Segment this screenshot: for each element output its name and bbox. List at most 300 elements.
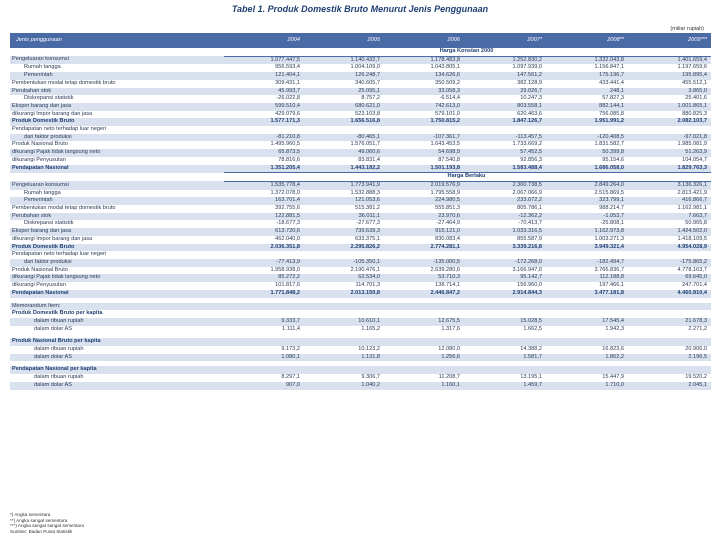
row-label: dari faktor produksi bbox=[10, 134, 224, 142]
table-row bbox=[10, 181, 711, 189]
value-cell: 2.013.150,8 bbox=[304, 290, 384, 298]
value-cell: 36.011,1 bbox=[304, 213, 384, 221]
value-cell: 87.540,8 bbox=[384, 157, 464, 165]
value-cell: 309.431,1 bbox=[224, 80, 304, 88]
value-cell: 915.121,0 bbox=[384, 228, 464, 236]
table-row bbox=[10, 197, 711, 205]
value-cell: 2.446.847,2 bbox=[384, 290, 464, 298]
value-cell: 1.043.805,1 bbox=[384, 64, 464, 72]
value-cell: 138.714,1 bbox=[384, 282, 464, 290]
value-cell: 121.404,1 bbox=[224, 72, 304, 80]
row-label: Rumah tangga bbox=[10, 64, 224, 72]
memo-group-title: Produk Nasional Bruto per kapita bbox=[10, 338, 711, 346]
value-cell: 1.156.847,1 bbox=[546, 64, 628, 72]
value-cell bbox=[304, 251, 384, 259]
value-cell: 2.515.869,5 bbox=[546, 190, 628, 198]
value-cell: -27.677,3 bbox=[304, 220, 384, 228]
table-row bbox=[10, 80, 711, 88]
table-row bbox=[10, 141, 711, 149]
value-cell bbox=[224, 251, 304, 259]
section-label: Harga Berlaku bbox=[224, 173, 711, 182]
value-cell: 2.036.351,8 bbox=[224, 244, 304, 252]
value-cell: 1.501.193,8 bbox=[384, 165, 464, 173]
value-cell: 1.733.669,2 bbox=[464, 141, 546, 149]
value-cell: 382.128,9 bbox=[464, 80, 546, 88]
value-cell: 3.339.216,8 bbox=[464, 244, 546, 252]
value-cell: 416.866,7 bbox=[628, 197, 711, 205]
value-cell: 51.263,9 bbox=[628, 149, 711, 157]
value-cell: 13.195,1 bbox=[464, 374, 546, 382]
value-cell: 523.103,8 bbox=[304, 111, 384, 119]
value-cell: -182.494,7 bbox=[546, 259, 628, 267]
memo-heading-row bbox=[10, 303, 711, 311]
value-cell: -172.268,0 bbox=[464, 259, 546, 267]
value-cell: 1.256,6 bbox=[384, 354, 464, 362]
value-cell: 50.399,8 bbox=[546, 149, 628, 157]
value-cell bbox=[628, 251, 711, 259]
value-cell: 2.914.844,3 bbox=[464, 290, 546, 298]
value-cell: 1.131,8 bbox=[304, 354, 384, 362]
value-cell: 392.755,6 bbox=[224, 205, 304, 213]
value-cell: 3.949.321,4 bbox=[546, 244, 628, 252]
footnotes bbox=[10, 512, 84, 534]
value-cell: 1.710,0 bbox=[546, 382, 628, 390]
value-cell bbox=[464, 251, 546, 259]
row-label: Rumah tangga bbox=[10, 190, 224, 198]
header-cell: 2007* bbox=[464, 33, 546, 48]
source-note: Sumber: Badan Pusat Statistik bbox=[10, 528, 73, 534]
value-cell: 175.196,7 bbox=[546, 72, 628, 80]
value-cell: 1.958.938,0 bbox=[224, 267, 304, 275]
value-cell: 2.295.826,2 bbox=[304, 244, 384, 252]
value-cell: 1.040,2 bbox=[304, 382, 384, 390]
table-row bbox=[10, 118, 711, 126]
value-cell: 134.626,6 bbox=[384, 72, 464, 80]
footnote: ***) Angka sangat sangat sementara bbox=[10, 523, 85, 528]
value-cell: 21.678,3 bbox=[628, 318, 711, 326]
value-cell: 1.372.078,0 bbox=[224, 190, 304, 198]
value-cell: 988.214,7 bbox=[546, 205, 628, 213]
row-label: dalam dolar AS bbox=[10, 326, 224, 334]
value-cell: 195.895,4 bbox=[628, 72, 711, 80]
section-header-row bbox=[10, 48, 711, 57]
value-cell: 114.701,3 bbox=[304, 282, 384, 290]
value-cell: -6.514,4 bbox=[384, 95, 464, 103]
table-row bbox=[10, 326, 711, 334]
section-header-row bbox=[10, 173, 711, 182]
row-label: dikurangi Impor barang dan jasa bbox=[10, 236, 224, 244]
value-cell: 8.297,1 bbox=[224, 374, 304, 382]
value-cell: 1.197.659,6 bbox=[628, 64, 711, 72]
value-cell: 65.873,5 bbox=[224, 149, 304, 157]
value-cell: 12.080,0 bbox=[384, 346, 464, 354]
value-cell: 20.906,0 bbox=[628, 346, 711, 354]
value-cell: 1.252.830,2 bbox=[464, 56, 546, 64]
row-label: Pendapatan neto terhadap luar negeri bbox=[10, 126, 224, 134]
value-cell bbox=[384, 126, 464, 134]
value-cell bbox=[546, 251, 628, 259]
value-cell: 104.054,7 bbox=[628, 157, 711, 165]
value-cell: 620.463,6 bbox=[464, 111, 546, 119]
value-cell: -80.465,1 bbox=[304, 134, 384, 142]
value-cell: 8.757,2 bbox=[304, 95, 384, 103]
row-label: Pemerintah bbox=[10, 72, 224, 80]
value-cell: 4.460.810,4 bbox=[628, 290, 711, 298]
value-cell: 1.162.981,1 bbox=[628, 205, 711, 213]
row-label: Pendapatan Nasional bbox=[10, 290, 224, 298]
value-cell: 1.535.778,4 bbox=[224, 181, 304, 189]
value-cell: 579.101,0 bbox=[384, 111, 464, 119]
value-cell: 54.698,9 bbox=[384, 149, 464, 157]
value-cell: -1.053,7 bbox=[546, 213, 628, 221]
table-row bbox=[10, 103, 711, 111]
header-cell: 2004 bbox=[224, 33, 304, 48]
value-cell: 9.306,7 bbox=[304, 374, 384, 382]
value-cell: 15.447,9 bbox=[546, 374, 628, 382]
value-cell: 830.083,4 bbox=[384, 236, 464, 244]
value-cell: 95.154,6 bbox=[546, 157, 628, 165]
value-cell: 1.332.043,8 bbox=[546, 56, 628, 64]
row-label: Diskrepansi statistik bbox=[10, 95, 224, 103]
value-cell: 555.851,3 bbox=[384, 205, 464, 213]
value-cell: 433.441,4 bbox=[546, 80, 628, 88]
row-label: dikurangi Penyusutan bbox=[10, 282, 224, 290]
value-cell: 101.817,6 bbox=[224, 282, 304, 290]
value-cell: -107.361,7 bbox=[384, 134, 464, 142]
section-spacer bbox=[10, 173, 224, 182]
table-row bbox=[10, 165, 711, 173]
row-label: dalam ribuan rupiah bbox=[10, 346, 224, 354]
row-label: dari faktor produksi bbox=[10, 259, 224, 267]
value-cell: 2.639.280,6 bbox=[384, 267, 464, 275]
value-cell: 2.774.281,1 bbox=[384, 244, 464, 252]
row-label: dikurangi Penyusutan bbox=[10, 157, 224, 165]
value-cell: 2.300.738,5 bbox=[464, 181, 546, 189]
value-cell: 756.085,8 bbox=[546, 111, 628, 119]
value-cell: 2.045,1 bbox=[628, 382, 711, 390]
row-label: Perubahan stok bbox=[10, 213, 224, 221]
value-cell: 323.799,1 bbox=[546, 197, 628, 205]
value-cell: 83.831,4 bbox=[304, 157, 384, 165]
value-cell: 2.271,2 bbox=[628, 326, 711, 334]
table-row bbox=[10, 274, 711, 282]
value-cell: 1.424.502,0 bbox=[628, 228, 711, 236]
value-cell: 1.771.848,2 bbox=[224, 290, 304, 298]
value-cell: 1.351.205,4 bbox=[224, 165, 304, 173]
row-label: Pendapatan neto terhadap luar negeri bbox=[10, 251, 224, 259]
value-cell: -70.413,7 bbox=[464, 220, 546, 228]
value-cell: 7.663,7 bbox=[628, 213, 711, 221]
header-row bbox=[10, 33, 711, 48]
memo-group-title: Produk Domestik Bruto per kapita bbox=[10, 310, 711, 318]
value-cell: 882.144,1 bbox=[546, 103, 628, 111]
value-cell: 3.477.181,8 bbox=[546, 290, 628, 298]
value-cell: 33.058,3 bbox=[384, 88, 464, 96]
value-cell: 1.418.109,5 bbox=[628, 236, 711, 244]
value-cell: -27.464,9 bbox=[384, 220, 464, 228]
value-cell: 1.077.447,5 bbox=[224, 56, 304, 64]
table-row bbox=[10, 126, 711, 134]
value-cell: 126.248,7 bbox=[304, 72, 384, 80]
value-cell: 12.675,5 bbox=[384, 318, 464, 326]
table-row bbox=[10, 346, 711, 354]
row-label: Perubahan stok bbox=[10, 88, 224, 96]
value-cell: 57.827,3 bbox=[546, 95, 628, 103]
value-cell: 429.079,6 bbox=[224, 111, 304, 119]
value-cell: -25.808,1 bbox=[546, 220, 628, 228]
value-cell: 25.095,1 bbox=[304, 88, 384, 96]
value-cell: 1.862,2 bbox=[546, 354, 628, 362]
table-row bbox=[10, 134, 711, 142]
value-cell: 23.970,6 bbox=[384, 213, 464, 221]
value-cell: 1.495.960,5 bbox=[224, 141, 304, 149]
value-cell: 224.980,5 bbox=[384, 197, 464, 205]
value-cell: 14.388,2 bbox=[464, 346, 546, 354]
value-cell: 11.208,7 bbox=[384, 374, 464, 382]
value-cell: 462.040,0 bbox=[224, 236, 304, 244]
value-cell: 1.686.058,0 bbox=[546, 165, 628, 173]
value-cell bbox=[384, 251, 464, 259]
value-cell: 1.317,6 bbox=[384, 326, 464, 334]
value-cell: 2.849.264,0 bbox=[546, 181, 628, 189]
value-cell: 85.272,2 bbox=[224, 274, 304, 282]
table-row bbox=[10, 205, 711, 213]
data-table-container bbox=[10, 33, 711, 390]
value-cell: -26.022,8 bbox=[224, 95, 304, 103]
row-label: Pembentukan modal tetap domestik bruto bbox=[10, 80, 224, 88]
value-cell: 156.960,0 bbox=[464, 282, 546, 290]
value-cell: 2.813.421,9 bbox=[628, 190, 711, 198]
value-cell: 92.856,3 bbox=[464, 157, 546, 165]
row-label: Pengeluaran konsumsi bbox=[10, 181, 224, 189]
value-cell: 15.028,5 bbox=[464, 318, 546, 326]
value-cell bbox=[464, 126, 546, 134]
value-cell: 29.026,7 bbox=[464, 88, 546, 96]
table-row bbox=[10, 111, 711, 119]
table-row bbox=[10, 251, 711, 259]
row-label: dikurangi Pajak tidak langsung neto bbox=[10, 274, 224, 282]
row-label: dalam ribuan rupiah bbox=[10, 374, 224, 382]
memo-group-title-row bbox=[10, 310, 711, 318]
value-cell: -175.865,2 bbox=[628, 259, 711, 267]
value-cell: 1.178.483,8 bbox=[384, 56, 464, 64]
value-cell: 78.816,6 bbox=[224, 157, 304, 165]
value-cell: 112.188,8 bbox=[546, 274, 628, 282]
value-cell: 1.532.888,3 bbox=[304, 190, 384, 198]
row-label: Pembentukan modal tetap domestik bruto bbox=[10, 205, 224, 213]
value-cell: 10.247,3 bbox=[464, 95, 546, 103]
value-cell: 247.701,4 bbox=[628, 282, 711, 290]
value-cell: 1.643.453,5 bbox=[384, 141, 464, 149]
table-row bbox=[10, 220, 711, 228]
value-cell: 1.165,2 bbox=[304, 326, 384, 334]
value-cell: 10.610,1 bbox=[304, 318, 384, 326]
table-row bbox=[10, 228, 711, 236]
value-cell: 233.072,2 bbox=[464, 197, 546, 205]
table-row bbox=[10, 88, 711, 96]
value-cell: 956.593,4 bbox=[224, 64, 304, 72]
value-cell: 248,1 bbox=[546, 88, 628, 96]
header-cell: 2005 bbox=[304, 33, 384, 48]
value-cell: 4.778.163,7 bbox=[628, 267, 711, 275]
value-cell: 1.162.973,8 bbox=[546, 228, 628, 236]
value-cell: 3.136.326,1 bbox=[628, 181, 711, 189]
row-label: dikurangi Pajak tidak langsung neto bbox=[10, 149, 224, 157]
row-label: Produk Nasional Bruto bbox=[10, 267, 224, 275]
value-cell: 599.510,4 bbox=[224, 103, 304, 111]
table-row bbox=[10, 149, 711, 157]
value-cell: 163.701,4 bbox=[224, 197, 304, 205]
value-cell: 17.545,4 bbox=[546, 318, 628, 326]
value-cell: 680.621,0 bbox=[304, 103, 384, 111]
table-row bbox=[10, 236, 711, 244]
value-cell: 633.375,1 bbox=[304, 236, 384, 244]
value-cell: 855.587,9 bbox=[464, 236, 546, 244]
value-cell: 49.060,6 bbox=[304, 149, 384, 157]
value-cell: 1.581,7 bbox=[464, 354, 546, 362]
value-cell: 739.639,3 bbox=[304, 228, 384, 236]
value-cell: -135.000,5 bbox=[384, 259, 464, 267]
value-cell: 62.534,0 bbox=[304, 274, 384, 282]
table-body bbox=[10, 48, 711, 390]
value-cell: 1.942,3 bbox=[546, 326, 628, 334]
value-cell: 1.831.582,7 bbox=[546, 141, 628, 149]
value-cell: 613.720,6 bbox=[224, 228, 304, 236]
row-label: Pemerintah bbox=[10, 197, 224, 205]
table-title: Tabel 1. Produk Domestik Bruto Menurut Jenis Penggunaan bbox=[231, 4, 489, 14]
value-cell: 907,0 bbox=[224, 382, 304, 390]
section-spacer bbox=[10, 48, 224, 57]
table-row bbox=[10, 95, 711, 103]
value-cell bbox=[546, 126, 628, 134]
row-label: dalam dolar AS bbox=[10, 382, 224, 390]
value-cell: 1.459,7 bbox=[464, 382, 546, 390]
value-cell: 10.123,2 bbox=[304, 346, 384, 354]
memo-group-title: Pendapatan Nasional per kapita bbox=[10, 366, 711, 374]
value-cell: 1.750.815,2 bbox=[384, 118, 464, 126]
value-cell: 1.576.051,7 bbox=[304, 141, 384, 149]
value-cell: 95.142,7 bbox=[464, 274, 546, 282]
value-cell: 1.795.558,9 bbox=[384, 190, 464, 198]
header-cell: 2008** bbox=[546, 33, 628, 48]
value-cell: 121.053,6 bbox=[304, 197, 384, 205]
value-cell: 1.111,4 bbox=[224, 326, 304, 334]
table-row bbox=[10, 72, 711, 80]
value-cell: 1.847.126,7 bbox=[464, 118, 546, 126]
value-cell: 3.766.836,7 bbox=[546, 267, 628, 275]
row-label: Ekspor barang dan jasa bbox=[10, 228, 224, 236]
table-row bbox=[10, 190, 711, 198]
value-cell: -105.350,1 bbox=[304, 259, 384, 267]
value-cell: 57.452,5 bbox=[464, 149, 546, 157]
value-cell: 1.583.488,4 bbox=[464, 165, 546, 173]
value-cell: 122.881,5 bbox=[224, 213, 304, 221]
value-cell: 1.829.763,3 bbox=[628, 165, 711, 173]
row-label: dalam dolar AS bbox=[10, 354, 224, 362]
value-cell bbox=[304, 126, 384, 134]
table-row bbox=[10, 157, 711, 165]
value-cell: 3.865,0 bbox=[628, 88, 711, 96]
value-cell: -77.413,9 bbox=[224, 259, 304, 267]
row-label: dikurangi Impor barang dan jasa bbox=[10, 111, 224, 119]
value-cell: 4.954.028,9 bbox=[628, 244, 711, 252]
table-row bbox=[10, 382, 711, 390]
table-row bbox=[10, 282, 711, 290]
value-cell: 880.825,3 bbox=[628, 111, 711, 119]
table-row bbox=[10, 64, 711, 72]
value-cell: 16.823,6 bbox=[546, 346, 628, 354]
section-label: Harga Konstan 2000 bbox=[224, 48, 711, 57]
memo-group-title-row bbox=[10, 366, 711, 374]
value-cell: 1.004.109,0 bbox=[304, 64, 384, 72]
value-cell: 2.190.476,1 bbox=[304, 267, 384, 275]
value-cell: -18.677,3 bbox=[224, 220, 304, 228]
value-cell: 197.466,1 bbox=[546, 282, 628, 290]
row-label: dalam ribuan rupiah bbox=[10, 318, 224, 326]
value-cell: 1.080,1 bbox=[224, 354, 304, 362]
row-label: Ekspor barang dan jasa bbox=[10, 103, 224, 111]
footnote: *) Angka sementara bbox=[10, 512, 51, 517]
row-label: Pendapatan Nasional bbox=[10, 165, 224, 173]
memo-group-title-row bbox=[10, 338, 711, 346]
row-label: Diskrepansi statistik bbox=[10, 220, 224, 228]
header-cell: Jenis penggunaan bbox=[10, 33, 224, 48]
value-cell: 1.140.432,7 bbox=[304, 56, 384, 64]
value-cell: 1.951.991,2 bbox=[546, 118, 628, 126]
table-row bbox=[10, 267, 711, 275]
value-cell: -12.362,2 bbox=[464, 213, 546, 221]
value-cell: 805.786,1 bbox=[464, 205, 546, 213]
table-row bbox=[10, 354, 711, 362]
value-cell: 25.401,6 bbox=[628, 95, 711, 103]
value-cell: 350.509,2 bbox=[384, 80, 464, 88]
table-row bbox=[10, 244, 711, 252]
value-cell: 3.166.947,0 bbox=[464, 267, 546, 275]
value-cell: 19.520,2 bbox=[628, 374, 711, 382]
value-cell: -81.210,8 bbox=[224, 134, 304, 142]
table-row bbox=[10, 374, 711, 382]
row-label: Produk Domestik Bruto bbox=[10, 244, 224, 252]
value-cell: 1.773.941,9 bbox=[304, 181, 384, 189]
value-cell: 1.097.939,0 bbox=[464, 64, 546, 72]
row-label: Produk Domestik Bruto bbox=[10, 118, 224, 126]
value-cell: 1.003.271,3 bbox=[546, 236, 628, 244]
table-row bbox=[10, 318, 711, 326]
value-cell bbox=[628, 126, 711, 134]
value-cell: 340.605,7 bbox=[304, 80, 384, 88]
row-label: Pengeluaran konsumsi bbox=[10, 56, 224, 64]
value-cell: 1.033.316,5 bbox=[464, 228, 546, 236]
value-cell: 147.561,2 bbox=[464, 72, 546, 80]
header-cell: 2009*** bbox=[628, 33, 711, 48]
table-row bbox=[10, 56, 711, 64]
value-cell: 1.001.865,1 bbox=[628, 103, 711, 111]
value-cell: 803.558,1 bbox=[464, 103, 546, 111]
header-cell: 2006 bbox=[384, 33, 464, 48]
value-cell: 1.443.182,2 bbox=[304, 165, 384, 173]
value-cell: 1.160,1 bbox=[384, 382, 464, 390]
value-cell: 1.656.516,8 bbox=[304, 118, 384, 126]
value-cell: 2.196,5 bbox=[628, 354, 711, 362]
table-row bbox=[10, 259, 711, 267]
value-cell: 1.577.171,3 bbox=[224, 118, 304, 126]
table-row bbox=[10, 213, 711, 221]
value-cell: 2.019.576,9 bbox=[384, 181, 464, 189]
value-cell: 69.645,0 bbox=[628, 274, 711, 282]
value-cell: 9.173,2 bbox=[224, 346, 304, 354]
value-cell: 50.965,8 bbox=[628, 220, 711, 228]
value-cell: -120.408,5 bbox=[546, 134, 628, 142]
